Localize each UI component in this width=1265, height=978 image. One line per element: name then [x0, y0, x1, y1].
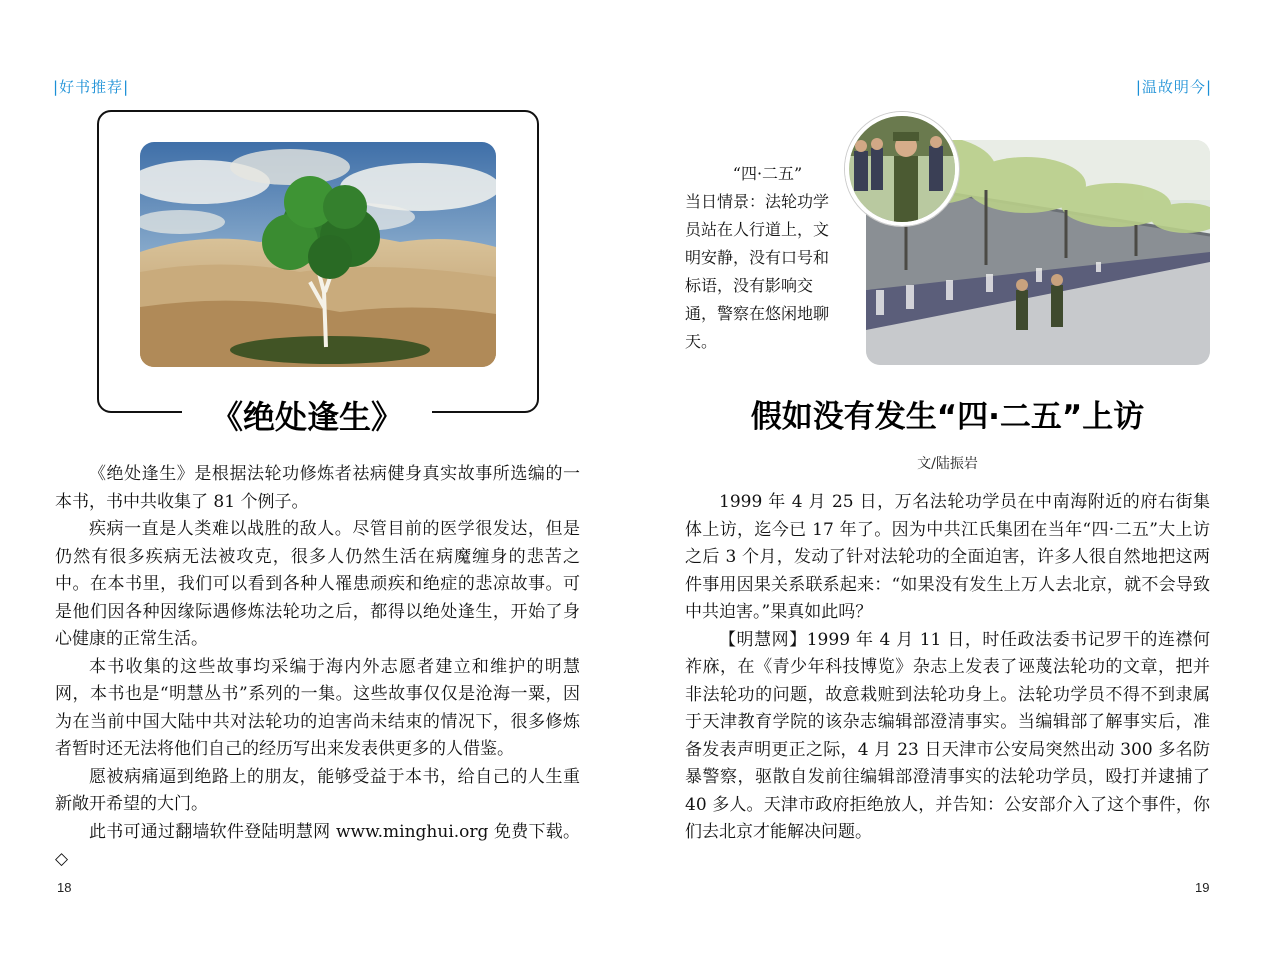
- article-body: [685, 489, 1210, 847]
- section-tag-right: [1136, 76, 1212, 97]
- page-number-left: 18: [57, 880, 72, 895]
- paragraph: 此书可通过翻墙软件登陆明慧网 www.minghui.org 免费下载。◇: [55, 821, 580, 869]
- paragraph: 《绝处逢生》是根据法轮功修炼者祛病健身真实故事所选编的一本书，书中共收集了 81 个例子。: [55, 464, 580, 512]
- article-title: 假如没有发生“四·二五”上访: [750, 399, 1145, 435]
- paragraph: 疾病一直是人类难以战胜的敌人。尽管目前的医学很发达，但是仍然有很多疾病无法被攻克，很多人仍然生活在病魔缠身的悲苦之中。在本书里，我们可以看到各种人罹患顽疾和绝症的悲凉故事。可是他们因各种因缘际遇修炼法轮功之后，都得以绝处逢生，开始了身心健康的正常生活。: [55, 519, 580, 649]
- page-number-right: 19: [1195, 880, 1210, 895]
- book-review-body: [55, 461, 580, 874]
- section-tag-label: 好书推荐: [59, 78, 124, 96]
- book-title: 《绝处逢生》: [182, 392, 432, 442]
- paragraph: 1999 年 4 月 25 日，万名法轮功学员在中南海附近的府右街集体上访，迄今已 17 年了。因为中共江氏集团在当年“四·二五”大上访之后 3 个月，发动了针对法轮功的全面迫害，许多人很自然地把这两件事用因果关系联系起来：“如果没有发生上万人去北京，就不会导致中共迫害。”果真如此吗？: [685, 492, 1210, 622]
- paragraph: 本书收集的这些故事均采编于海内外志愿者建立和维护的明慧网，本书也是“明慧丛书”系列的一集。这些故事仅仅是沧海一粟，因为在当前中国大陆中共对法轮功的迫害尚未结束的情况下，很多修炼者暂时还无法将他们自己的经历写出来发表供更多的人借鉴。: [55, 656, 580, 759]
- tag-bar: |: [123, 78, 130, 96]
- byline: 文/陆振岩: [917, 456, 978, 472]
- caption-head: “四·二五”: [732, 164, 803, 183]
- tag-bar: |: [1205, 78, 1212, 96]
- tree-in-desert-image: [140, 142, 496, 367]
- section-tag-label: 温故明今: [1141, 78, 1206, 96]
- caption-body: 当日情景：法轮功学员站在人行道上，文明安静，没有口号和标语，没有影响交通，警察在悠闲地聊天。: [685, 192, 830, 351]
- tag-bar: |: [1135, 78, 1142, 96]
- tag-bar: |: [53, 78, 60, 96]
- paragraph: 【明慧网】1999 年 4 月 11 日，时任政法委书记罗干的连襟何祚庥，在《青少年科技博览》杂志上发表了诬蔑法轮功的文章，把并非法轮功的问题，故意栽赃到法轮功身上。法轮功学员不得不到隶属于天津教育学院的该杂志编辑部澄清事实。当编辑部了解事实后，准备发表声明更正之际，4 月 23 日天津市公安局突然出动 300 多名防暴警察，驱散自发前往编辑部澄清事实的法轮功学员，殴打并逮捕了 40 多人。天津市政府拒绝放人，并告知：公安部介入了这个事件，你们去北京才能解决问题。: [685, 629, 1210, 842]
- section-tag-left: [53, 76, 129, 97]
- photo-caption: [685, 160, 830, 356]
- police-closeup-inset-photo: [845, 112, 959, 226]
- paragraph: 愿被病痛逼到绝路上的朋友，能够受益于本书，给自己的人生重新敞开希望的大门。: [55, 766, 580, 814]
